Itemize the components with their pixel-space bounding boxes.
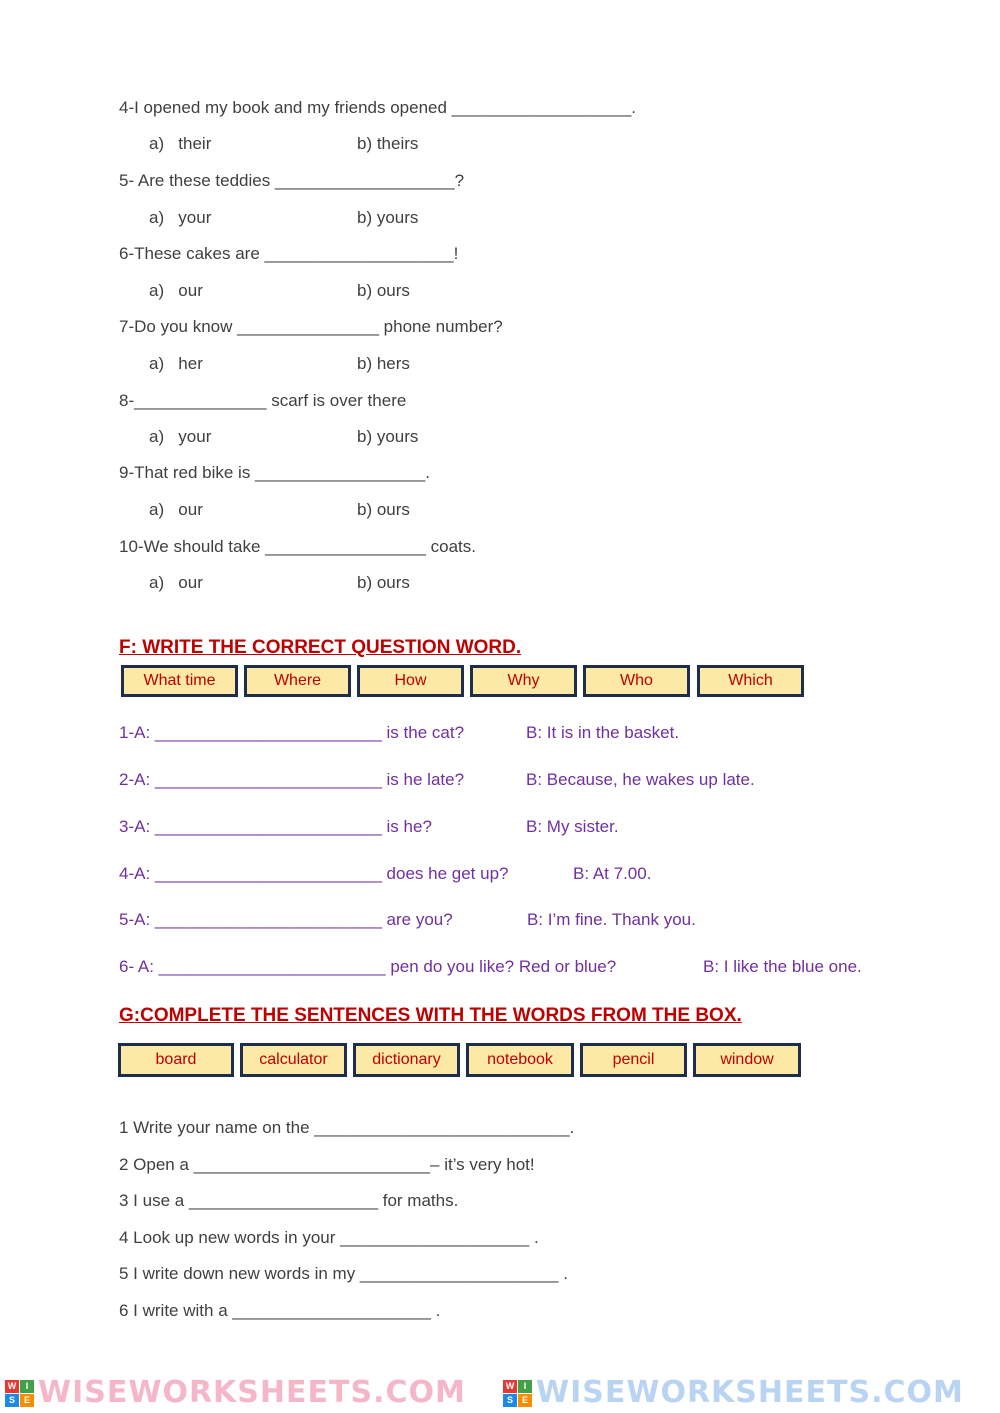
word-box-dictionary[interactable]: dictionary [353,1043,460,1077]
watermark-logo-icon-2: W I S E [503,1380,533,1408]
g-sentence-2[interactable]: 2 Open a _________________________– it’s very hot! [119,1155,535,1174]
question-7: 7-Do you know _______________ phone number? [119,317,503,336]
watermark-text-1: WISEWORKSHEETS.COM [38,1375,466,1410]
question-7-option-b[interactable]: b) hers [357,354,410,373]
word-box-which[interactable]: Which [697,665,804,697]
question-4-option-b[interactable]: b) theirs [357,134,419,153]
word-box-who[interactable]: Who [583,665,690,697]
question-9: 9-That red bike is __________________. [119,463,430,482]
question-10: 10-We should take _________________ coats. [119,537,476,556]
word-box-window[interactable]: window [693,1043,801,1077]
g-sentence-3[interactable]: 3 I use a ____________________ for maths. [119,1191,459,1210]
watermark-footer [0,1376,1000,1410]
f-answer-2: B: Because, he wakes up late. [526,770,755,789]
word-box-pencil[interactable]: pencil [580,1043,687,1077]
question-7-option-a[interactable]: a) her [149,354,203,373]
f-question-1[interactable]: 1-A: ________________________ is the cat? [119,723,465,742]
word-box-what-time[interactable]: What time [121,665,238,697]
f-answer-5: B: I’m fine. Thank you. [527,910,696,929]
word-box-notebook[interactable]: notebook [466,1043,574,1077]
g-sentence-6[interactable]: 6 I write with a _____________________ . [119,1301,441,1320]
g-sentence-4[interactable]: 4 Look up new words in your ____________________ . [119,1228,539,1247]
f-answer-4: B: At 7.00. [573,864,652,883]
question-5: 5- Are these teddies ___________________? [119,171,465,190]
question-8-option-a[interactable]: a) your [149,427,212,446]
f-question-4[interactable]: 4-A: ________________________ does he get up? [119,864,509,883]
question-5-option-b[interactable]: b) yours [357,208,419,227]
question-10-option-a[interactable]: a) our [149,573,203,592]
watermark-text-2: WISEWORKSHEETS.COM [536,1375,964,1410]
question-9-option-b[interactable]: b) ours [357,500,410,519]
question-6-option-b[interactable]: b) ours [357,281,410,300]
word-box-where[interactable]: Where [244,665,351,697]
section-f-heading: F: WRITE THE CORRECT QUESTION WORD. [119,637,522,658]
word-box-calculator[interactable]: calculator [240,1043,347,1077]
question-4-option-a[interactable]: a) their [149,134,212,153]
g-sentence-5[interactable]: 5 I write down new words in my _____________________ . [119,1264,568,1283]
question-6: 6-These cakes are ____________________! [119,244,459,263]
g-sentence-1[interactable]: 1 Write your name on the ___________________________. [119,1118,575,1137]
f-answer-1: B: It is in the basket. [526,723,680,742]
f-question-5[interactable]: 5-A: ________________________ are you? [119,910,453,929]
f-answer-6: B: I like the blue one. [703,957,862,976]
f-question-3[interactable]: 3-A: ________________________ is he? [119,817,432,836]
word-box-board[interactable]: board [118,1043,234,1077]
f-question-6[interactable]: 6- A: ________________________ pen do you like? Red or blue? [119,957,617,976]
question-4: 4-I opened my book and my friends opened ___________________. [119,98,637,117]
word-box-how[interactable]: How [357,665,464,697]
question-8-option-b[interactable]: b) yours [357,427,419,446]
question-9-option-a[interactable]: a) our [149,500,203,519]
f-question-2[interactable]: 2-A: ________________________ is he late? [119,770,465,789]
question-6-option-a[interactable]: a) our [149,281,203,300]
question-10-option-b[interactable]: b) ours [357,573,410,592]
f-answer-3: B: My sister. [526,817,619,836]
question-8: 8-______________ scarf is over there [119,391,407,410]
section-g-heading: G:COMPLETE THE SENTENCES WITH THE WORDS FROM THE BOX. [119,1005,742,1026]
question-5-option-a[interactable]: a) your [149,208,212,227]
watermark-logo-icon: W I S E [5,1380,35,1408]
word-box-why[interactable]: Why [470,665,577,697]
